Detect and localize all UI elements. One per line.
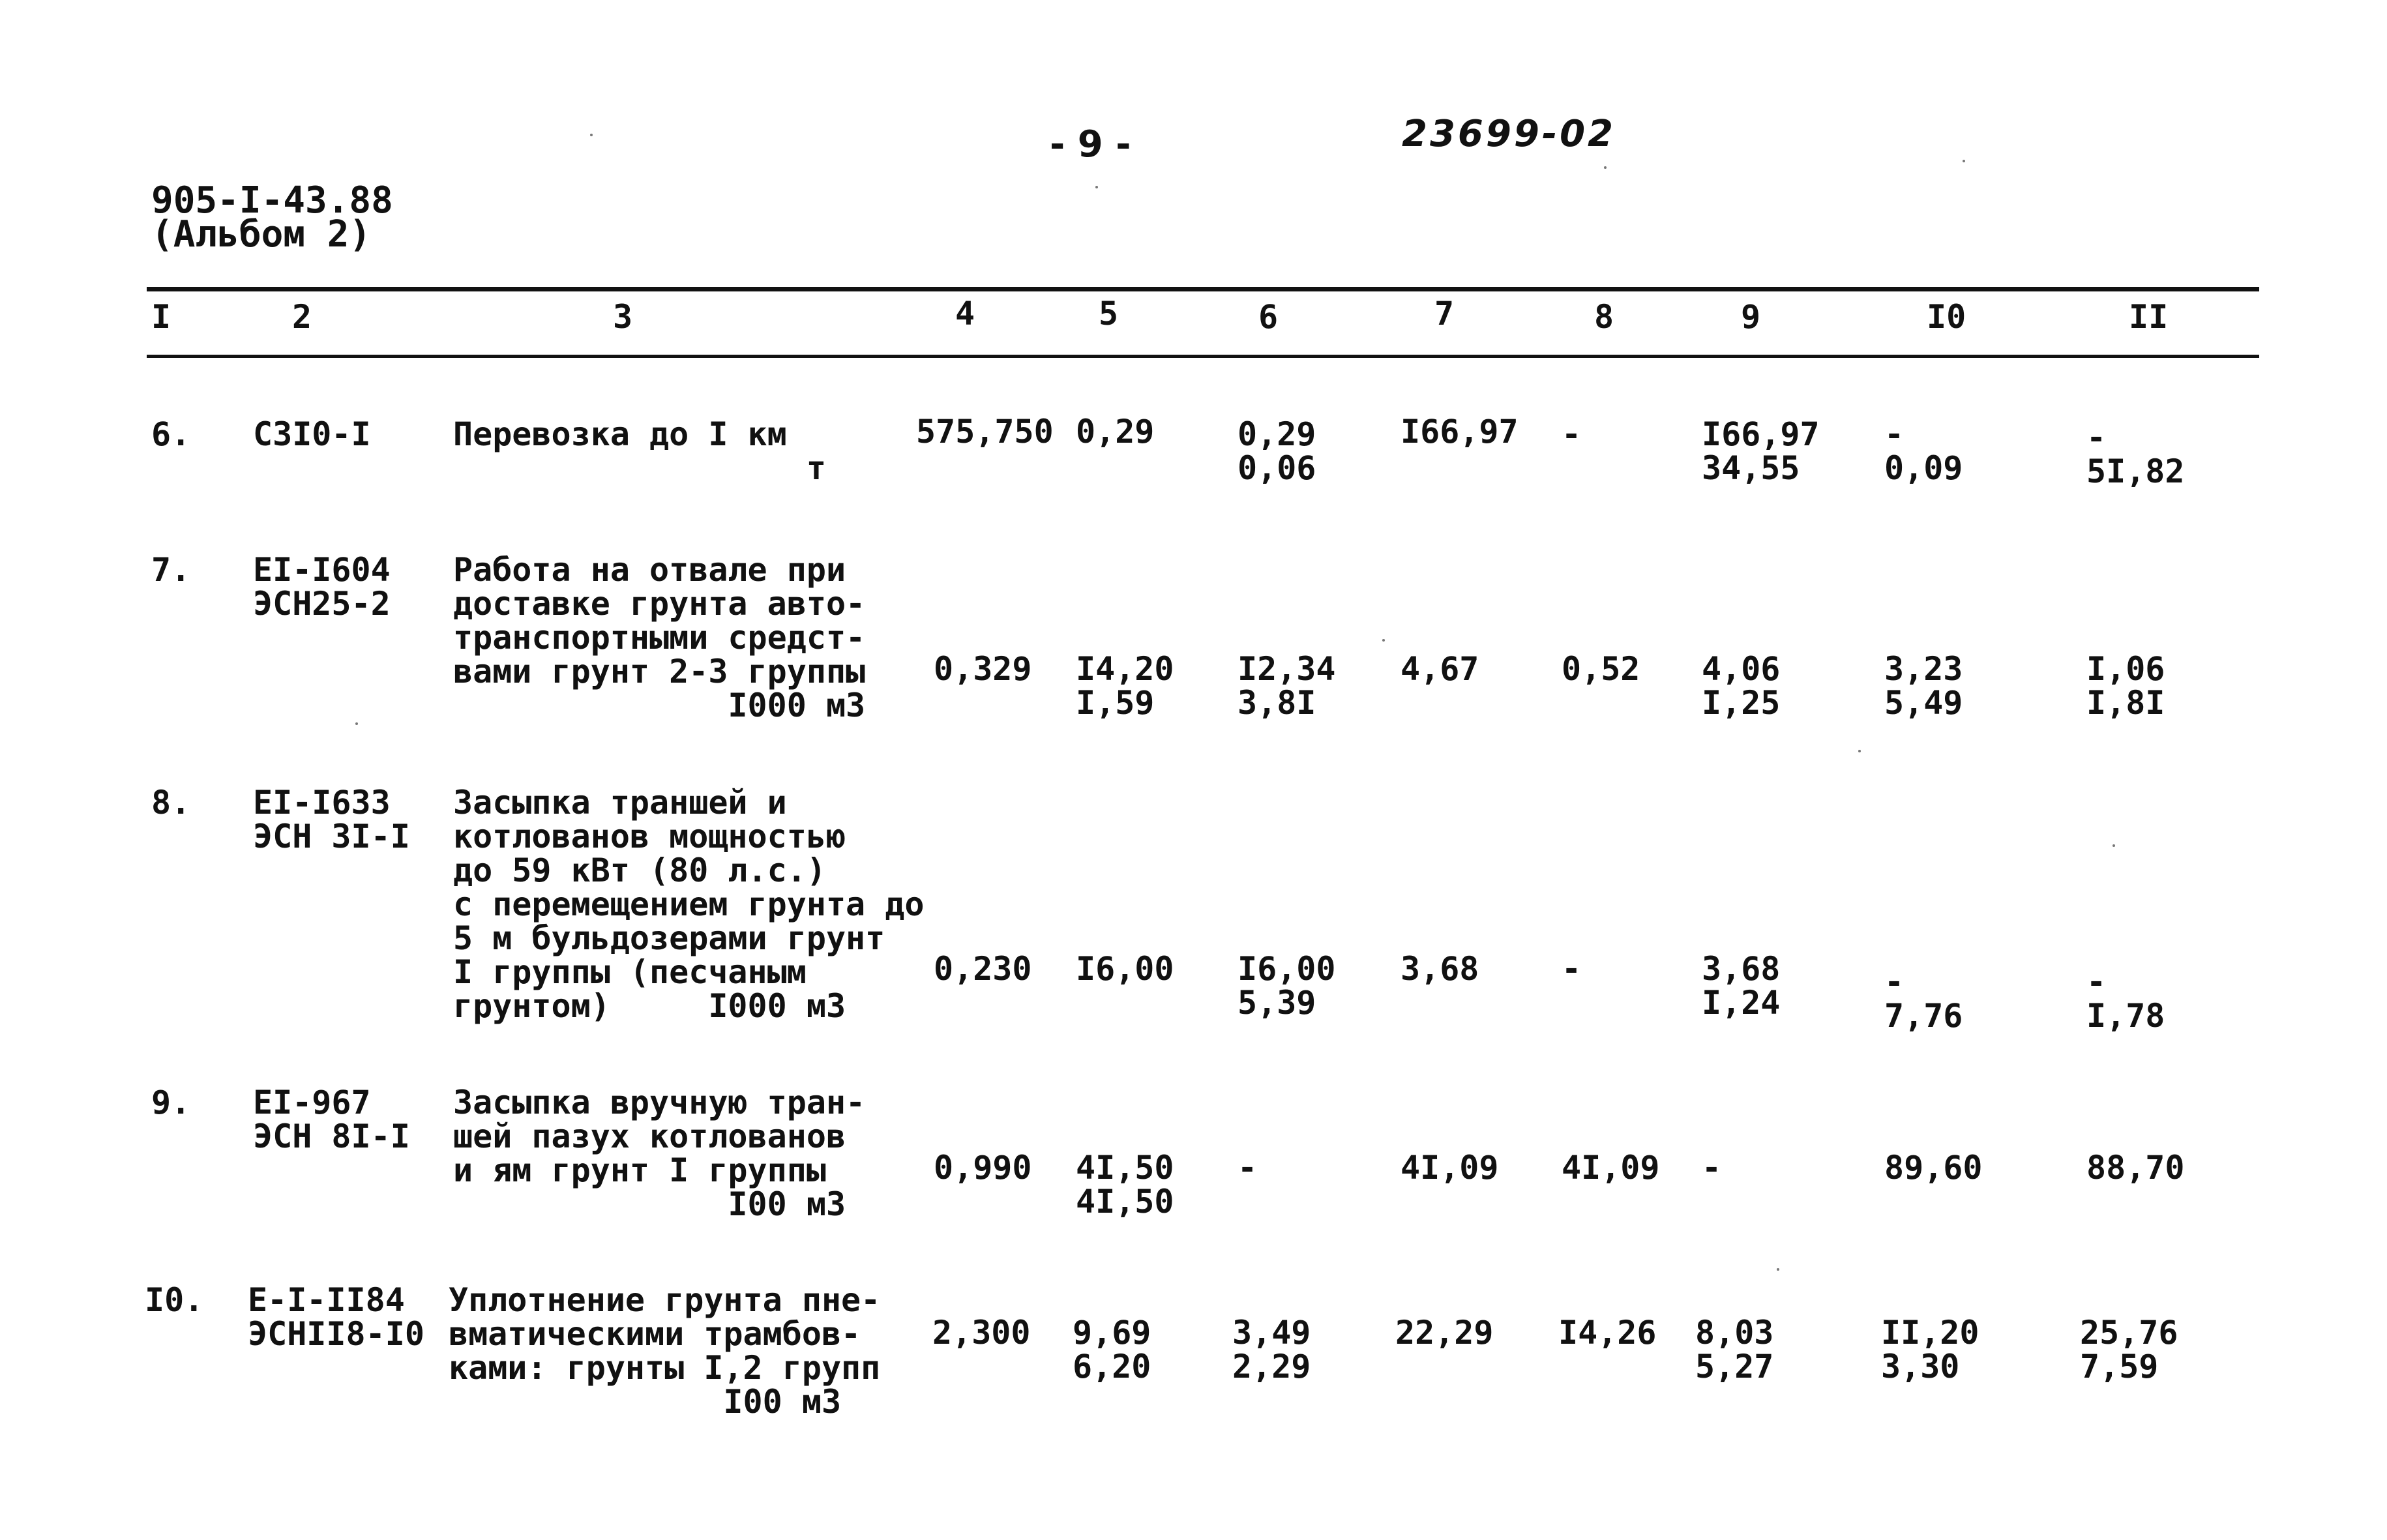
cell-col-5: 0,29 (1076, 413, 1155, 451)
cell-col-4: 2,300 (932, 1314, 1031, 1352)
cell-col-7: 4I,09 (1401, 1149, 1499, 1187)
row-description: Засыпка траншей и котлованов мощностью до 59 кВт (80 л.с.) с перемещением грунта до 5 м бульдозерами грунт I группы (песчаным грунтом) I000 м3 (453, 784, 925, 1025)
album-label: (Альбом 2) (151, 213, 372, 256)
page-number: - 9 - (1050, 123, 1131, 166)
row-description: Засыпка вручную тран- шей пазух котлованов и ям грунт I группы I00 м3 (453, 1084, 866, 1223)
cell-col-6: I2,34 3,8I (1238, 650, 1336, 722)
col-header-9: 9 (1741, 298, 1761, 336)
col-header-6: 6 (1258, 298, 1279, 336)
row-number: 9. (151, 1084, 191, 1121)
scan-speck (1963, 160, 1965, 162)
cell-col-5: I6,00 (1076, 950, 1174, 988)
cell-col-11: - 5I,82 (2086, 419, 2185, 490)
cell-col-7: 3,68 (1401, 950, 1479, 988)
cell-col-9: I66,97 34,55 (1702, 415, 1820, 487)
cell-col-11: 88,70 (2086, 1149, 2185, 1187)
cell-col-10: - 0,09 (1884, 415, 1963, 487)
cell-col-5: I4,20 I,59 (1076, 650, 1174, 722)
row-number: 7. (151, 551, 191, 589)
col-header-11: II (2129, 298, 2169, 336)
table-header-rule (147, 355, 2259, 358)
table-top-rule (147, 287, 2259, 291)
row-code: C3I0-I (253, 415, 371, 453)
cell-col-8: - (1562, 415, 1582, 453)
col-header-4: 4 (955, 295, 975, 333)
col-header-3: 3 (613, 298, 633, 336)
cell-col-7: 22,29 (1395, 1314, 1494, 1352)
col-header-7: 7 (1434, 295, 1455, 333)
row-number: 6. (151, 415, 191, 453)
scan-speck (1858, 750, 1861, 752)
series-number: 905-I-43.88 (151, 179, 393, 222)
cell-col-10: - 7,76 (1884, 963, 1963, 1035)
row-description: Перевозка до I км т (453, 415, 826, 487)
cell-col-11: 25,76 7,59 (2080, 1314, 2178, 1385)
cell-col-10: 3,23 5,49 (1884, 650, 1963, 722)
cell-col-11: I,06 I,8I (2086, 650, 2165, 722)
scan-speck (590, 134, 593, 136)
cell-col-6: - (1238, 1149, 1258, 1187)
col-header-10: I0 (1927, 298, 1966, 336)
col-header-5: 5 (1099, 295, 1119, 333)
cell-col-9: 8,03 5,27 (1695, 1314, 1774, 1385)
row-code: E-I-II84 ЭСНII8-I0 (248, 1281, 424, 1353)
cell-col-10: II,20 3,30 (1881, 1314, 1979, 1385)
cell-col-4: 0,329 (934, 650, 1032, 688)
cell-col-5: 4I,50 4I,50 (1076, 1149, 1174, 1221)
cell-col-6: 3,49 2,29 (1232, 1314, 1311, 1385)
cell-col-6: 0,29 0,06 (1238, 415, 1316, 487)
cell-col-4: 0,230 (934, 950, 1032, 988)
scan-speck (1777, 1268, 1779, 1271)
cell-col-10: 89,60 (1884, 1149, 1983, 1187)
row-description: Работа на отвале при доставке грунта авто- транспортными средст- вами грунт 2-3 группы I000 м3 (453, 551, 866, 724)
cell-col-5: 9,69 6,20 (1073, 1314, 1151, 1385)
cell-col-8: 4I,09 (1562, 1149, 1660, 1187)
cell-col-8: I4,26 (1558, 1314, 1657, 1352)
cell-col-6: I6,00 5,39 (1238, 950, 1336, 1022)
cell-col-4: 575,750 (916, 413, 1054, 451)
scan-speck (1382, 639, 1385, 642)
row-code: EI-I633 ЭСН 3I-I (253, 784, 410, 855)
col-header-2: 2 (292, 298, 312, 336)
row-description: Уплотнение грунта пне- вматическими трамбов- ками: грунты I,2 групп I00 м3 (449, 1281, 881, 1421)
cell-col-11: - I,78 (2086, 963, 2165, 1035)
cell-col-8: - (1562, 950, 1582, 988)
scan-speck (355, 722, 358, 725)
cell-col-4: 0,990 (934, 1149, 1032, 1187)
cell-col-9: 3,68 I,24 (1702, 950, 1781, 1022)
cell-col-7: I66,97 (1401, 413, 1519, 451)
scan-speck (1095, 186, 1098, 188)
scan-speck (1604, 166, 1607, 169)
cell-col-9: 4,06 I,25 (1702, 650, 1781, 722)
col-header-8: 8 (1594, 298, 1614, 336)
cell-col-9: - (1702, 1149, 1722, 1187)
cell-col-8: 0,52 (1562, 650, 1640, 688)
col-header-1: I (151, 298, 171, 336)
scan-speck (2113, 844, 2115, 847)
row-number: I0. (145, 1281, 204, 1319)
row-code: EI-967 ЭСН 8I-I (253, 1084, 410, 1155)
cell-col-7: 4,67 (1401, 650, 1479, 688)
document-code: 23699-02 (1402, 113, 1616, 155)
row-code: EI-I604 ЭСН25-2 (253, 551, 391, 623)
row-number: 8. (151, 784, 191, 822)
